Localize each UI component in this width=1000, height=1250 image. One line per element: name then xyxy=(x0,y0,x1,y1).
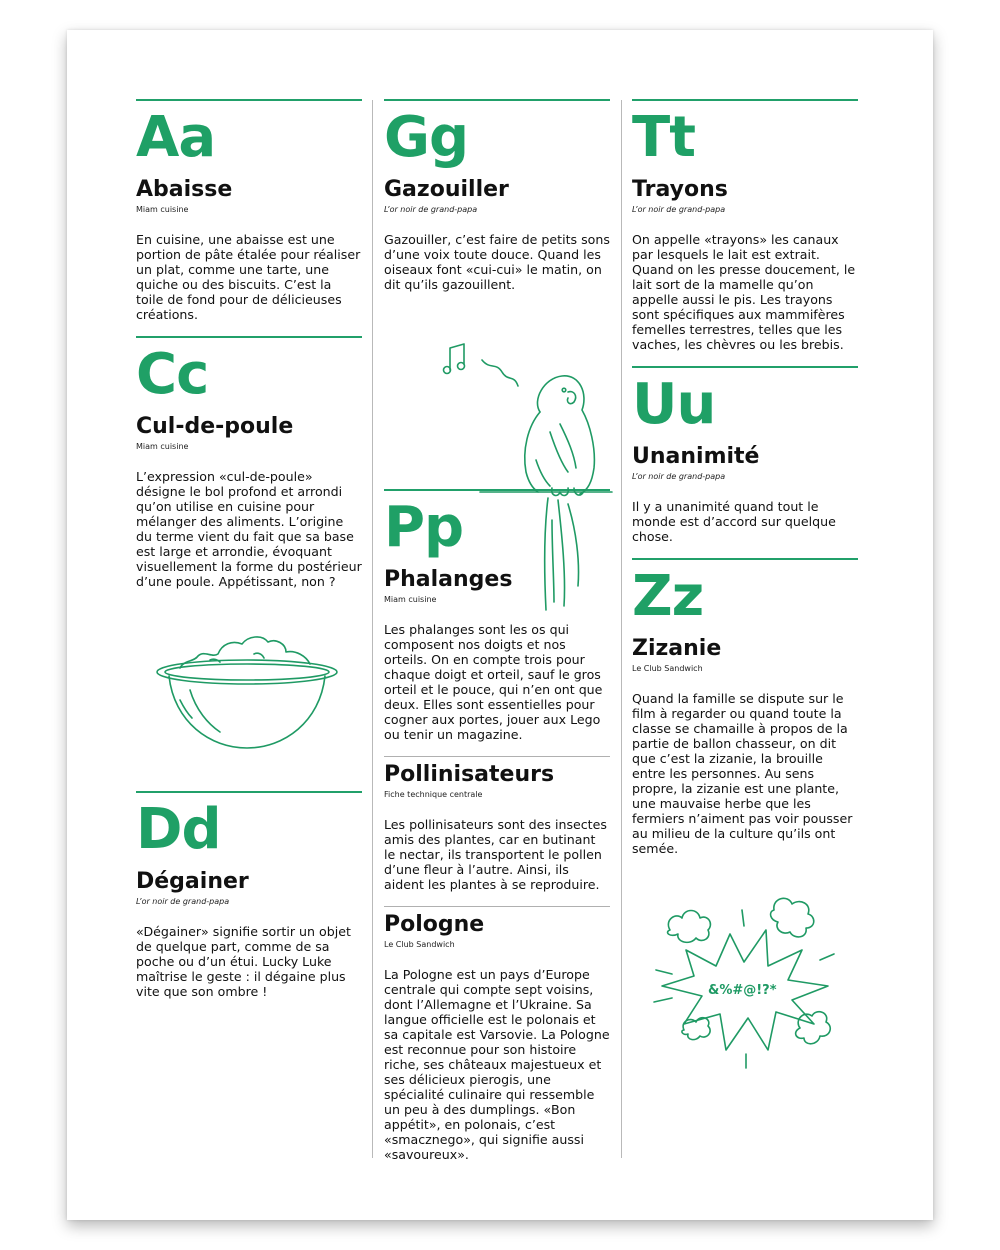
entry-source: L’or noir de grand-papa xyxy=(632,472,726,481)
entry-trayons xyxy=(632,99,858,352)
column-1 xyxy=(136,99,362,999)
entry-text: L’expression «cul-de-poule» désigne le bol profond et arrondi qu’on utilise en cuisine pour mélanger des aliments. L’origine du terme vient du fait que sa base est large et arrondie, évoquant visuellement la forme du postérieur d’une poule. Appétissant, non ? xyxy=(136,469,362,589)
entry-source: L’or noir de grand-papa xyxy=(384,205,478,214)
entry-term: Pologne xyxy=(384,912,485,937)
entry-cul-de-poule xyxy=(136,336,362,589)
entry-source: Le Club Sandwich xyxy=(632,664,703,673)
entry-source: Fiche technique centrale xyxy=(384,790,483,799)
entry-letter: Pp xyxy=(384,495,464,560)
entry-term: Phalanges xyxy=(384,567,513,592)
column-divider xyxy=(621,100,622,1158)
entry-degainer xyxy=(136,791,362,999)
column-3 xyxy=(632,99,858,856)
entry-zizanie xyxy=(632,558,858,856)
entry-text: Les phalanges sont les os qui composent nos doigts et nos orteils. On en compte trois pour chaque doigt et orteil, sauf le gros orteil et le pouce, qui n’en ont que deux. Elles sont essentielles pour cogner aux portes, jouer aux Lego ou tenir un magazine. xyxy=(384,622,603,742)
entry-letter: Gg xyxy=(384,105,469,170)
entry-letter: Dd xyxy=(136,797,221,862)
entry-term: Abaisse xyxy=(136,177,233,202)
entry-source: Miam cuisine xyxy=(136,442,189,451)
entry-term: Pollinisateurs xyxy=(384,762,555,787)
entry-text: «Dégainer» signifie sortir un objet de quelque part, comme de sa poche ou d’un étui. Lucky Luke maîtrise le geste : il dégaine plus vite que son ombre ! xyxy=(136,924,351,999)
entry-term: Trayons xyxy=(632,177,728,202)
entry-source: Le Club Sandwich xyxy=(384,940,455,949)
entry-term: Zizanie xyxy=(632,636,722,661)
entry-text: La Pologne est un pays d’Europe centrale qui compte sept voisins, dont l’Allemagne et l’Ukraine. Sa langue officielle est le polonais et sa capitale est Varsovie. La Pologne est reconnue pour son histoire riche, ses châteaux majestueux et ses délicieux pierogis, une spécialité culinaire qui ressemble un peu à des dumplings. «Bon appétit», en polonais, c’est «smacznego», qui signifie aussi «savoureux». xyxy=(384,967,610,1162)
entry-text: En cuisine, une abaisse est une portion de pâte étalée pour réaliser un plat, comme une tarte, une quiche ou des biscuits. C’est la toile de fond pour de délicieuses créations. xyxy=(136,232,361,322)
entry-source: L’or noir de grand-papa xyxy=(136,897,230,906)
entry-text: Il y a unanimité quand tout le monde est d’accord sur quelque chose. xyxy=(632,499,836,544)
entry-gazouiller xyxy=(384,99,610,292)
entry-term: Gazouiller xyxy=(384,177,509,202)
entry-pologne xyxy=(384,906,610,1162)
entry-text: Les pollinisateurs sont des insectes amis des plantes, car en butinant le nectar, ils transportent le pollen d’une fleur à l’autre. Ainsi, ils aident les plantes à se reproduire. xyxy=(384,817,607,892)
entry-unanimite xyxy=(632,366,858,544)
entry-abaisse xyxy=(136,99,362,322)
column-2 xyxy=(384,99,610,1162)
entry-letter: Uu xyxy=(632,372,716,437)
entry-text: Quand la famille se dispute sur le film à regarder ou quand toute la classe se chamaille à propos de la partie de ballon chasseur, on dit que c’est la zizanie, la brouille entre les personnes. Au sens propre, la zizanie est une plante, une mauvaise herbe que les fermiers n’aiment pas voir pousser au milieu de la culture qu’ils ont semée. xyxy=(632,691,853,856)
comic-text: &%#@!?* xyxy=(708,983,777,998)
column-divider xyxy=(372,100,373,1158)
entry-text: Gazouiller, c’est faire de petits sons d’une voix toute douce. Quand les oiseaux font «cui-cui» le matin, on dit qu’ils gazouillent. xyxy=(384,232,610,292)
bowl-illustration xyxy=(150,630,350,755)
entry-letter: Cc xyxy=(136,342,209,407)
entry-letter: Aa xyxy=(136,105,216,170)
entry-term: Unanimité xyxy=(632,444,760,469)
entry-source: Miam cuisine xyxy=(384,595,437,604)
entry-text: On appelle «trayons» les canaux par lesquels le lait est extrait. Quand on les presse doucement, le lait sort de la mamelle qu’on appelle aussi le pis. Les trayons sont spécifiques aux mammifères femelles terrestres, telles que les vaches, les chèvres ou les brebis. xyxy=(632,232,856,352)
entry-term: Cul-de-poule xyxy=(136,414,294,439)
entry-source: L’or noir de grand-papa xyxy=(632,205,726,214)
comic-burst-illustration xyxy=(650,890,840,1070)
entry-source: Miam cuisine xyxy=(136,205,189,214)
entry-letter: Zz xyxy=(632,564,704,629)
entry-letter: Tt xyxy=(632,105,695,170)
entry-term: Dégainer xyxy=(136,869,249,894)
parrot-illustration xyxy=(440,340,620,620)
entry-pollinisateurs xyxy=(384,756,610,892)
